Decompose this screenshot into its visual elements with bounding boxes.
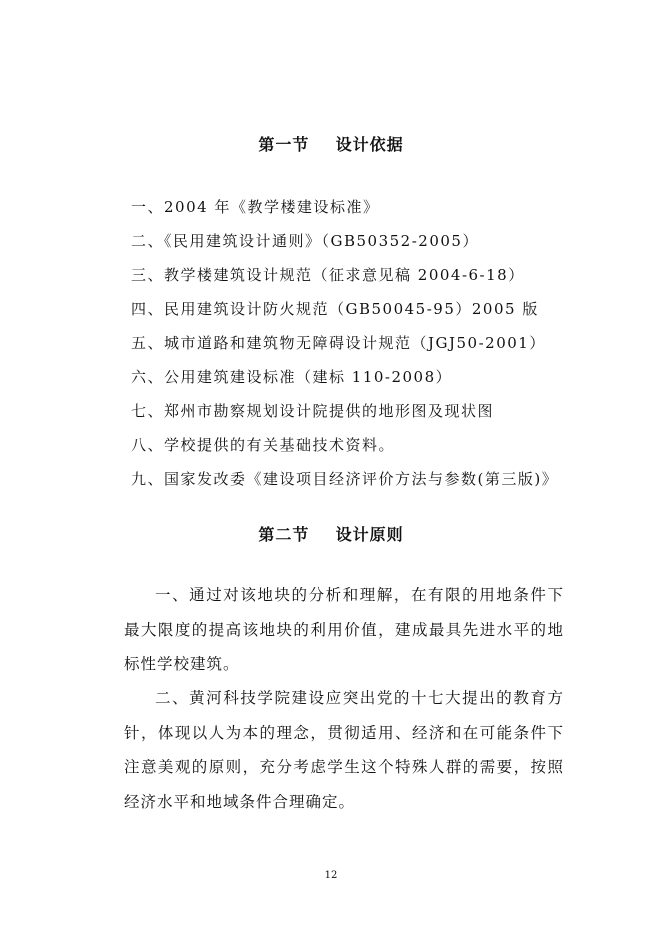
basis-item-1: 一、2004 年《教学楼建设标准》 [131,198,380,216]
basis-item-5: 五、城市道路和建筑物无障碍设计规范（JGJ50-2001） [131,334,546,352]
principle-paragraph-1: 一、通过对该地块的分析和理解，在有限的用地条件下最大限度的提高该地块的利用价值，建成最具先进水平的地标性学校建筑。 [124,586,564,673]
basis-item-4: 四、民用建筑设计防火规范（GB50045-95）2005 版 [131,300,539,318]
basis-item-3: 三、教学楼建筑设计规范（征求意见稿 2004-6-18） [131,266,525,284]
section-1-title: 第一节 设计依据 [258,135,404,154]
section-2-title: 第二节 设计原则 [258,525,404,544]
page-number: 12 [324,870,338,881]
principle-paragraph-2: 二、黄河科技学院建设应突出党的十七大提出的教育方针，体现以人为本的理念，贯彻适用、经济和在可能条件下注意美观的原则，充分考虑学生这个特殊人群的需要，按照经济水平和地域条件合理确定。 [124,689,564,811]
basis-item-2: 二、《民用建筑设计通则》（GB50352-2005） [131,232,479,250]
basis-item-8: 八、学校提供的有关基础技术资料。 [131,436,396,454]
basis-item-9: 九、国家发改委《建设项目经济评价方法与参数(第三版)》 [131,470,559,488]
basis-item-7: 七、郑州市勘察规划设计院提供的地形图及现状图 [131,402,495,420]
basis-item-6: 六、公用建筑建设标准（建标 110-2008） [131,368,453,386]
